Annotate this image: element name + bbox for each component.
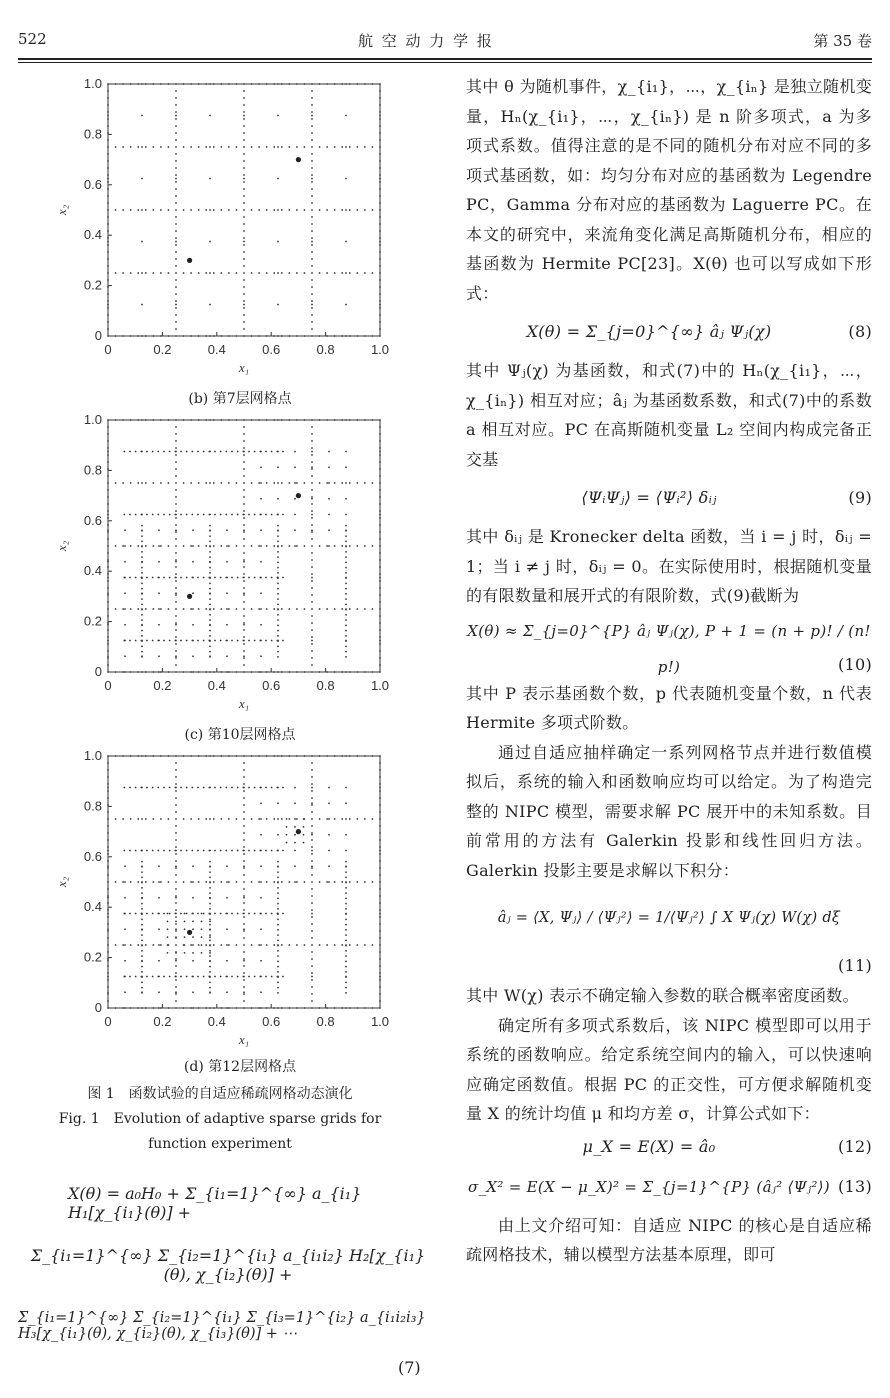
x-tick-label: 0.8 bbox=[316, 1014, 335, 1029]
equation-13-body: σ_X² = E(X − μ_X)² = Σ_{j=1}^{P} (âⱼ² ⟨Ψⱼ²⟩) bbox=[468, 1177, 830, 1196]
figure-b-caption: (b) 第7层网格点 bbox=[188, 391, 292, 407]
equation-8 bbox=[466, 310, 872, 354]
x-tick-label: 0 bbox=[104, 678, 112, 693]
equation-7-line2: Σ_{i₁=1}^{∞} Σ_{i₂=1}^{i₁} a_{i₁i₂} H₂[χ_{i₁}(θ), χ_{i₂}(θ)] + bbox=[30, 1246, 426, 1284]
y-tick-label: 0 bbox=[94, 1000, 102, 1015]
equation-9-body: ⟨ΨᵢΨⱼ⟩ = ⟨Ψᵢ²⟩ δᵢⱼ bbox=[581, 488, 717, 507]
equation-8-body: X(θ) = Σ_{j=0}^{∞} âⱼ Ψⱼ(χ) bbox=[526, 322, 772, 341]
y-tick-label: 1.0 bbox=[83, 748, 102, 763]
volume-label: 第 35 卷 bbox=[813, 32, 872, 50]
figure-d bbox=[52, 744, 392, 1064]
paragraph-1: 其中 θ 为随机事件，χ_{i₁}，⋯，χ_{iₙ} 是独立随机变量，Hₙ(χ_{i₁}，⋯，χ_{iₙ}) 是 n 阶多项式，a 为多项式系数。值得注意的是不同的随机分布对应不同的多项式基函数，如：均匀分布对应的基函数为 Legendre PC，Gamma 分布对应的基函数为 Laguerre PC。在本文的研究中，来流角变化满足高斯随机分布，相应的基函数为 Hermite PC[23]。X(θ) 也可以写成如下形式： bbox=[466, 77, 872, 303]
highlight-point bbox=[187, 258, 192, 263]
figure-caption-en-1: Fig. 1 Evolution of adaptive sparse grids for bbox=[58, 1111, 382, 1127]
x-tick-label: 0.6 bbox=[262, 678, 281, 693]
y-tick-label: 0.2 bbox=[83, 613, 102, 629]
header-rule-thin bbox=[18, 62, 872, 63]
right-column bbox=[466, 72, 872, 1270]
x-tick-label: 0.2 bbox=[153, 678, 172, 693]
y-tick-label: 0.6 bbox=[83, 176, 102, 192]
equation-7-line1: X(θ) = a₀H₀ + Σ_{i₁=1}^{∞} a_{i₁} H₁[χ_{i₁}(θ)] + bbox=[68, 1184, 362, 1222]
equation-11 bbox=[466, 887, 872, 949]
x-tick-label: 0.4 bbox=[207, 1014, 226, 1029]
journal-title: 航 空 动 力 学 报 bbox=[358, 32, 494, 50]
equation-9-number: (9) bbox=[848, 488, 872, 507]
y-tick-label: 0.8 bbox=[83, 462, 102, 478]
grid-plot-d bbox=[52, 744, 392, 1064]
x-tick-label: 0.2 bbox=[153, 342, 172, 357]
paragraph-6: 其中 W(χ) 表示不确定输入参数的联合概率密度函数。 bbox=[466, 986, 859, 1005]
y-tick-label: 0.4 bbox=[83, 899, 102, 915]
equation-11-number: (11) bbox=[837, 956, 872, 975]
highlight-point bbox=[296, 829, 301, 834]
equation-9 bbox=[466, 476, 872, 520]
figure-d-caption: (d) 第12层网格点 bbox=[183, 1059, 297, 1075]
y-tick-label: 0.6 bbox=[83, 512, 102, 528]
figure-caption-zh: 图 1 函数试验的自适应稀疏网格动态演化 bbox=[87, 1086, 353, 1102]
paragraph-5: 通过自适应抽样确定一系列网格节点并进行数值模拟后，系统的输入和函数响应均可以给定。为了构造完整的 NIPC 模型，需要求解 PC 展开中的未知系数。目前常用的方法有 Galerkin 投影和线性回归方法。Galerkin 投影主要是求解以下积分： bbox=[466, 742, 872, 880]
y-tick-label: 0.4 bbox=[83, 563, 102, 579]
x-tick-label: 0 bbox=[104, 1014, 112, 1029]
grid-plot-b bbox=[52, 72, 392, 392]
figure-caption bbox=[30, 1082, 410, 1157]
equation-10-number: (10) bbox=[837, 654, 872, 674]
x-axis-label: x₁ bbox=[238, 1032, 250, 1047]
grid-points bbox=[107, 83, 381, 337]
figure-b bbox=[52, 72, 392, 392]
paragraph-8: 由上文介绍可知：自适应 NIPC 的核心是自适应稀疏网格技术，辅以模型方法基本原理，即可 bbox=[466, 1215, 872, 1264]
page-number: 522 bbox=[18, 30, 47, 48]
x-tick-label: 0.8 bbox=[316, 678, 335, 693]
paragraph-2: 其中 Ψⱼ(χ) 为基函数，和式(7)中的 Hₙ(χ_{i₁}，⋯，χ_{iₙ}) 相互对应；âⱼ 为基函数系数，和式(7)中的系数 a 相互对应。PC 在高斯随机变量 L₂ 空间内构成完备正交基 bbox=[466, 361, 872, 469]
x-tick-label: 1.0 bbox=[370, 1014, 390, 1029]
figure-c-caption: (c) 第10层网格点 bbox=[184, 727, 296, 743]
figure-caption-en-2: function experiment bbox=[148, 1136, 292, 1152]
x-tick-label: 0 bbox=[104, 342, 112, 357]
x-axis-label: x₁ bbox=[238, 360, 250, 375]
y-tick-label: 0.2 bbox=[83, 277, 102, 293]
y-tick-label: 1.0 bbox=[83, 76, 102, 91]
page-header bbox=[18, 30, 872, 52]
y-tick-label: 0.8 bbox=[83, 798, 102, 814]
equation-11-body: âⱼ = ⟨X, Ψⱼ⟩ / ⟨Ψⱼ²⟩ = 1/⟨Ψⱼ²⟩ ∫ X Ψⱼ(χ) W(χ) dξ bbox=[497, 910, 841, 926]
highlight-point bbox=[187, 930, 192, 935]
equation-7-number: (7) bbox=[398, 1358, 421, 1377]
equation-7-line3: Σ_{i₁=1}^{∞} Σ_{i₂=1}^{i₁} Σ_{i₃=1}^{i₂} a_{i₁i₂i₃} H₃[χ_{i₁}(θ), χ_{i₂}(θ), χ_{i₃}(θ)] + ⋯ bbox=[18, 1310, 426, 1342]
y-tick-label: 0.6 bbox=[83, 848, 102, 864]
x-tick-label: 0.8 bbox=[316, 342, 335, 357]
y-tick-label: 0 bbox=[94, 664, 102, 679]
y-axis-label: x₂ bbox=[54, 876, 69, 888]
highlight-point bbox=[296, 157, 301, 162]
equation-13 bbox=[466, 1165, 872, 1209]
y-tick-label: 0.2 bbox=[83, 949, 102, 965]
highlight-point bbox=[296, 493, 301, 498]
x-axis-label: x₁ bbox=[238, 696, 250, 711]
equation-12-body: μ_X = E(X) = â₀ bbox=[582, 1136, 716, 1156]
x-tick-label: 0.6 bbox=[262, 1014, 281, 1029]
equation-12 bbox=[466, 1131, 872, 1163]
y-axis-label: x₂ bbox=[54, 204, 69, 216]
grid-points bbox=[107, 755, 381, 1009]
equation-13-number: (13) bbox=[837, 1176, 872, 1196]
header-rule bbox=[18, 58, 872, 60]
y-tick-label: 0.8 bbox=[83, 126, 102, 142]
x-tick-label: 0.4 bbox=[207, 342, 226, 357]
grid-plot-c bbox=[52, 408, 392, 728]
x-tick-label: 0.2 bbox=[153, 1014, 172, 1029]
grid-points bbox=[107, 419, 381, 673]
x-tick-label: 1.0 bbox=[370, 678, 390, 693]
paragraph-7: 确定所有多项式系数后，该 NIPC 模型即可以用于系统的函数响应。给定系统空间内的输入，可以快速响应确定函数值。根据 PC 的正交性，可方便求解随机变量 X 的统计均值 μ 和均方差 σ，计算公式如下： bbox=[466, 1015, 872, 1123]
figure-c bbox=[52, 408, 392, 728]
x-tick-label: 0.6 bbox=[262, 342, 281, 357]
paragraph-3: 其中 δᵢⱼ 是 Kronecker delta 函数，当 i = j 时，δᵢⱼ = 1；当 i ≠ j 时，δᵢⱼ = 0。在实际使用时，根据随机变量的有限数量和展开式的有限阶数，式(9)截断为 bbox=[466, 527, 872, 605]
equation-12-number: (12) bbox=[837, 1136, 872, 1156]
y-tick-label: 0 bbox=[94, 328, 102, 343]
y-axis-label: x₂ bbox=[54, 540, 69, 552]
x-tick-label: 0.4 bbox=[207, 678, 226, 693]
highlight-point bbox=[187, 594, 192, 599]
y-tick-label: 1.0 bbox=[83, 412, 102, 427]
paragraph-4: 其中 P 表示基函数个数，p 代表随机变量个数，n 代表 Hermite 多项式阶数。 bbox=[466, 683, 872, 732]
equation-8-number: (8) bbox=[848, 322, 872, 341]
y-tick-label: 0.4 bbox=[83, 227, 102, 243]
equation-10-body: X(θ) ≈ Σ_{j=0}^{P} âⱼ Ψⱼ(χ), P + 1 = (n + p)! / (n! p!) bbox=[467, 621, 871, 676]
x-tick-label: 1.0 bbox=[370, 342, 390, 357]
